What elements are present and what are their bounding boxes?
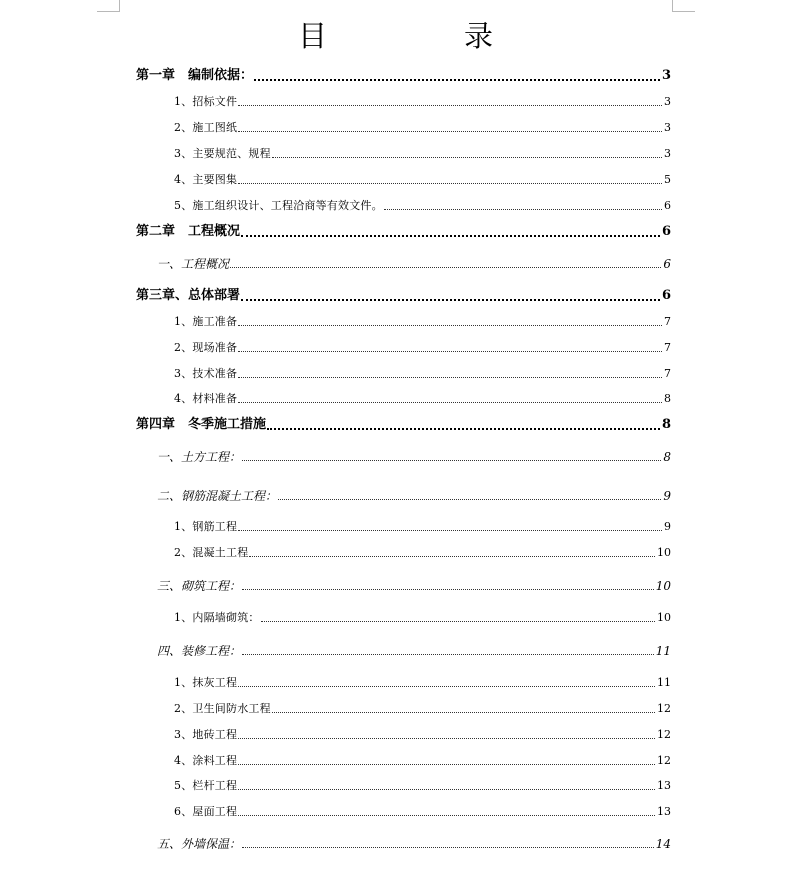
toc-entry-page-number: 3 bbox=[664, 121, 671, 134]
toc-entry[interactable] bbox=[157, 486, 671, 504]
toc-entry-page-number: 3 bbox=[661, 68, 671, 83]
toc-entry[interactable] bbox=[157, 576, 671, 594]
toc-entry-label: 第四章 冬季施工措施 bbox=[136, 417, 267, 432]
dot-leader bbox=[261, 621, 655, 622]
dot-leader bbox=[242, 847, 654, 848]
dot-leader bbox=[238, 686, 655, 687]
crop-mark-right bbox=[672, 0, 695, 12]
dot-leader bbox=[238, 738, 655, 739]
toc-entry-page-number: 6 bbox=[663, 257, 671, 271]
toc-entry-page-number: 11 bbox=[655, 644, 671, 658]
dot-leader bbox=[241, 235, 660, 237]
toc-entry[interactable] bbox=[174, 608, 671, 626]
toc-entry[interactable] bbox=[174, 338, 671, 356]
dot-leader bbox=[384, 209, 662, 210]
toc-entry-label: 3、地砖工程 bbox=[174, 728, 238, 741]
toc-entry-label: 五、外墙保温： bbox=[157, 837, 242, 851]
toc-entry[interactable] bbox=[174, 802, 671, 820]
toc-entry-label: 3、主要规范、规程 bbox=[174, 147, 271, 160]
toc-entry-label: 第二章 工程概况 bbox=[136, 224, 241, 239]
dot-leader bbox=[242, 460, 661, 461]
toc-entry[interactable] bbox=[157, 254, 671, 272]
toc-entry-page-number: 7 bbox=[664, 315, 671, 328]
dot-leader bbox=[238, 183, 662, 184]
dot-leader bbox=[230, 267, 661, 268]
dot-leader bbox=[249, 556, 655, 557]
toc-entry-label: 一、工程概况 bbox=[157, 257, 230, 271]
toc-entry[interactable] bbox=[174, 196, 671, 214]
toc-entry-label: 3、技术准备 bbox=[174, 367, 238, 380]
toc-entry-label: 第三章、总体部署 bbox=[136, 288, 241, 303]
toc-entry-page-number: 12 bbox=[657, 754, 671, 767]
toc-entry[interactable] bbox=[174, 312, 671, 330]
toc-entry[interactable] bbox=[174, 699, 671, 717]
toc-entry-page-number: 7 bbox=[664, 341, 671, 354]
toc-entry-label: 5、施工组织设计、工程洽商等有效文件。 bbox=[174, 199, 383, 212]
toc-entry[interactable] bbox=[174, 543, 671, 561]
toc-entry-label: 1、施工准备 bbox=[174, 315, 238, 328]
toc-entry-label: 4、主要图集 bbox=[174, 173, 238, 186]
toc-entry-page-number: 8 bbox=[664, 392, 671, 405]
toc-entry-page-number: 3 bbox=[664, 95, 671, 108]
toc-entry-page-number: 13 bbox=[657, 805, 671, 818]
dot-leader bbox=[238, 402, 662, 403]
toc-entry[interactable] bbox=[174, 170, 671, 188]
toc-entry[interactable] bbox=[174, 144, 671, 162]
dot-leader bbox=[241, 299, 660, 301]
toc-entry[interactable] bbox=[157, 447, 671, 465]
toc-entry-label: 2、现场准备 bbox=[174, 341, 238, 354]
dot-leader bbox=[238, 131, 662, 132]
toc-entry[interactable] bbox=[174, 118, 671, 136]
toc-entry[interactable] bbox=[157, 641, 671, 659]
toc-entry-label: 4、材料准备 bbox=[174, 392, 238, 405]
toc-entry[interactable] bbox=[174, 92, 671, 110]
dot-leader bbox=[242, 589, 654, 590]
dot-leader bbox=[238, 377, 662, 378]
toc-entry-page-number: 10 bbox=[657, 546, 671, 559]
toc-entry-label: 5、栏杆工程 bbox=[174, 779, 238, 792]
dot-leader bbox=[238, 764, 655, 765]
dot-leader bbox=[238, 815, 655, 816]
toc-entry-label: 2、混凝土工程 bbox=[174, 546, 249, 559]
toc-entry[interactable] bbox=[174, 673, 671, 691]
toc-entry[interactable] bbox=[174, 364, 671, 382]
dot-leader bbox=[238, 789, 655, 790]
toc-entry-label: 1、钢筋工程 bbox=[174, 520, 238, 533]
toc-entry[interactable] bbox=[174, 517, 671, 535]
toc-entry-page-number: 10 bbox=[655, 579, 671, 593]
toc-entry-label: 第一章 编制依据： bbox=[136, 68, 254, 83]
toc-entry-page-number: 7 bbox=[664, 367, 671, 380]
toc-entry-label: 2、施工图纸 bbox=[174, 121, 238, 134]
toc-entry[interactable] bbox=[174, 751, 671, 769]
toc-entry-page-number: 9 bbox=[664, 520, 671, 533]
toc-entry[interactable] bbox=[136, 286, 671, 304]
toc-entry[interactable] bbox=[157, 834, 671, 852]
dot-leader bbox=[238, 325, 662, 326]
toc-entry[interactable] bbox=[136, 66, 671, 84]
dot-leader bbox=[267, 428, 660, 430]
dot-leader bbox=[242, 654, 654, 655]
toc-entry-label: 四、装修工程： bbox=[157, 644, 242, 658]
toc-entry-page-number: 9 bbox=[663, 489, 671, 503]
toc-entry-page-number: 12 bbox=[657, 728, 671, 741]
toc-entry-label: 1、招标文件 bbox=[174, 95, 238, 108]
toc-entry[interactable] bbox=[136, 415, 671, 433]
toc-entry-page-number: 3 bbox=[664, 147, 671, 160]
toc-entry-label: 4、涂料工程 bbox=[174, 754, 238, 767]
toc-entry-label: 6、屋面工程 bbox=[174, 805, 238, 818]
dot-leader bbox=[278, 499, 661, 500]
dot-leader bbox=[238, 351, 662, 352]
dot-leader bbox=[254, 79, 660, 81]
toc-entry-page-number: 8 bbox=[661, 417, 671, 432]
crop-mark-left bbox=[97, 0, 120, 12]
toc-entry-page-number: 6 bbox=[661, 224, 671, 239]
toc-entry[interactable] bbox=[136, 222, 671, 240]
toc-entry[interactable] bbox=[174, 725, 671, 743]
toc-entry-page-number: 11 bbox=[657, 676, 671, 689]
toc-entry-page-number: 14 bbox=[655, 837, 671, 851]
toc-entry-page-number: 12 bbox=[657, 702, 671, 715]
dot-leader bbox=[272, 712, 655, 713]
toc-entry[interactable] bbox=[174, 389, 671, 407]
toc-entry-label: 2、卫生间防水工程 bbox=[174, 702, 271, 715]
dot-leader bbox=[272, 157, 662, 158]
dot-leader bbox=[238, 105, 662, 106]
toc-entry-page-number: 10 bbox=[657, 611, 671, 624]
toc-entry-page-number: 5 bbox=[664, 173, 671, 186]
toc-entry-label: 1、抹灰工程 bbox=[174, 676, 238, 689]
page-title: 目 录 bbox=[297, 19, 547, 53]
toc-entry-page-number: 13 bbox=[657, 779, 671, 792]
toc-entry-label: 一、土方工程： bbox=[157, 450, 242, 464]
dot-leader bbox=[238, 530, 662, 531]
toc-entry-page-number: 6 bbox=[661, 288, 671, 303]
toc-entry-label: 1、内隔墙砌筑： bbox=[174, 611, 260, 624]
toc-entry-page-number: 8 bbox=[663, 450, 671, 464]
toc-entry-label: 三、砌筑工程： bbox=[157, 579, 242, 593]
toc-entry-page-number: 6 bbox=[664, 199, 671, 212]
toc-entry-label: 二、钢筋混凝土工程： bbox=[157, 489, 278, 503]
toc-entry[interactable] bbox=[174, 776, 671, 794]
